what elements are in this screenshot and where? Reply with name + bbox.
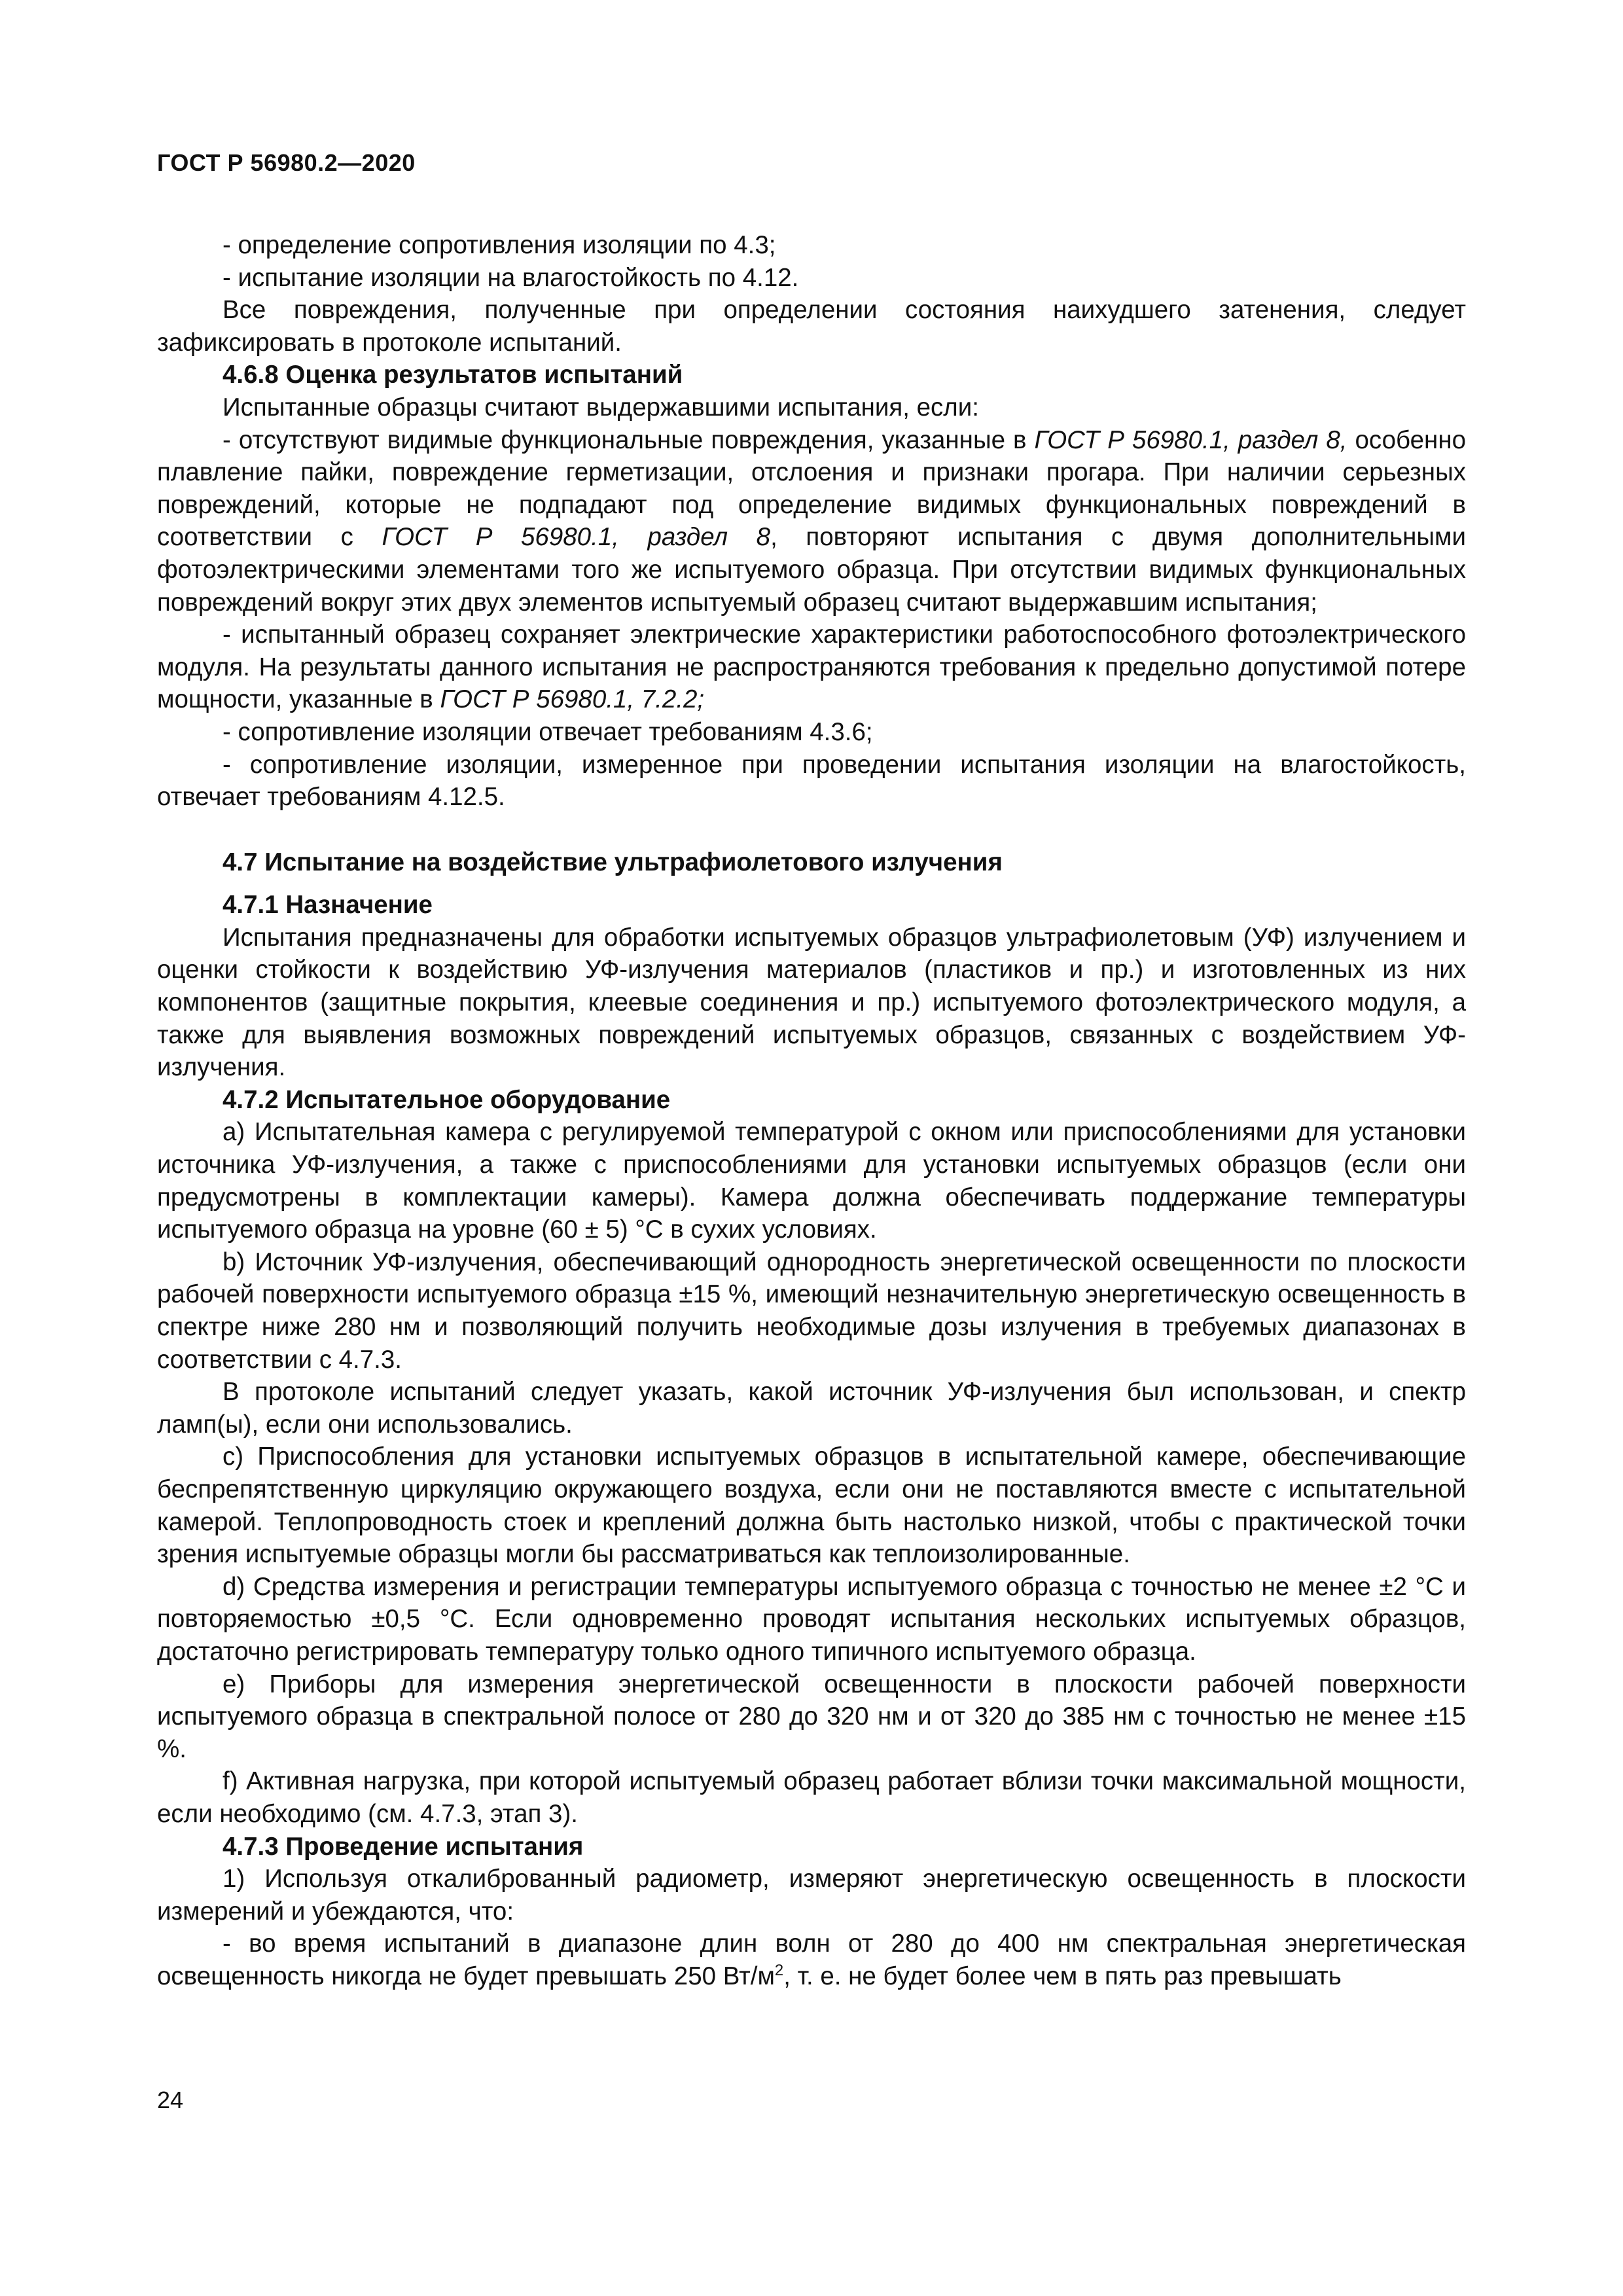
paragraph-item-a: a) Испытательная камера с регулируемой температурой с окном или приспособлениями для установки источника УФ-излучения, а также с приспособлениями для установки испытуемых образцов (если они предусмотрены в комплектации камеры). Камера должна обеспечивать поддержание температуры испытуемого образца на уровне (60 ± 5) °С в сухих условиях. [157, 1118, 1466, 1244]
section-heading-4-7-2: 4.7.2 Испытательное оборудование [223, 1085, 671, 1114]
standard-reference: ГОСТ Р 56980.1, раздел 8 [382, 523, 771, 552]
paragraph-item-e: e) Приборы для измерения энергетической освещенности в плоскости рабочей поверхности испытуемого образца в спектральной полосе от 280 до 320 нм и от 320 до 385 нм с точностью не менее ±15 %. [157, 1670, 1466, 1763]
paragraph-list-item: - испытание изоляции на влагостойкость по 4.12. [223, 263, 799, 292]
paragraph-text: , повторяют испытания с двумя дополнительными фотоэлектрическими элементами того же испытуемого образца. При отсутствии видимых функциональных повреждений вокруг этих двух элементов испытуемый образец считают выдержавшим испытания; [157, 523, 1466, 617]
section-spacer [157, 878, 1466, 889]
standard-reference: ГОСТ Р 56980.1, 7.2.2; [440, 685, 705, 714]
paragraph-text: - во время испытаний в диапазоне длин волн от 280 до 400 нм спектральная энергетическая освещенность никогда не будет превышать 250 Вт/м [157, 1929, 1466, 1990]
paragraph: В протоколе испытаний следует указать, какой источник УФ-излучения был использован, и спектр ламп(ы), если они использовались. [157, 1378, 1466, 1439]
section-heading-4-7: 4.7 Испытание на воздействие ультрафиолетового излучения [223, 848, 1003, 876]
standard-reference: ГОСТ Р 56980.1, раздел 8, [1034, 425, 1347, 454]
paragraph: 1) Используя откалиброванный радиометр, измеряют энергетическую освещенность в плоскости измерений и убеждаются, что: [157, 1865, 1466, 1926]
paragraph-item-d: d) Средства измерения и регистрации температуры испытуемого образца с точностью не менее ±2 °С и повторяемостью ±0,5 °С. Если одновременно проводят испытания нескольких испытуемых образцов, достаточно регистрировать температуру только одного типичного испытуемого образца. [157, 1572, 1466, 1666]
paragraph-list-item [157, 1928, 1466, 1992]
paragraph-text: особенно плавление пайки, повреждение герметизации, отслоения и признаки прогара. При наличии серьезных повреждений, которые не подпадают под определение видимых функциональных повреждений в соответствии с [157, 425, 1466, 552]
paragraph-text: - испытанный образец сохраняет электрические характеристики работоспособного фотоэлектрического модуля. На результаты данного испытания не распространяются требования к предельно допустимой потере мощности, указанные в [157, 620, 1466, 714]
paragraph: Испытания предназначены для обработки испытуемых образцов ультрафиолетовым (УФ) излучением и оценки стойкости к воздействию УФ-излучения материалов (пластиков и пр.) и изготовленных из них компонентов (защитные покрытия, клеевые соединения и пр.) испытуемого фотоэлектрического модуля, а также для выявления возможных повреждений испытуемых образцов, связанных с воздействием УФ-излучения. [157, 923, 1466, 1082]
paragraph-list-item: - сопротивление изоляции, измеренное при проведении испытания изоляции на влагостойкость, отвечает требованиям 4.12.5. [157, 750, 1466, 812]
page-number: 24 [157, 2087, 184, 2113]
paragraph-text: - отсутствуют видимые функциональные повреждения, указанные в [223, 425, 1035, 454]
paragraph-item-b: b) Источник УФ-излучения, обеспечивающий однородность энергетической освещенности по плоскости рабочей поверхности испытуемого образца ±15 %, имеющий незначительную энергетическую освещенность в спектре ниже 280 нм и позволяющий получить необходимые дозы излучения в требуемых диапазонах в соответствии с 4.7.3. [157, 1247, 1466, 1374]
document-header: ГОСТ Р 56980.2—2020 [157, 149, 416, 176]
paragraph-text: , т. е. не будет более чем в пять раз превышать [783, 1962, 1342, 1990]
section-heading-4-7-3: 4.7.3 Проведение испытания [223, 1832, 584, 1861]
section-spacer [157, 814, 1466, 846]
paragraph-item-f: f) Активная нагрузка, при которой испытуемый образец работает вблизи точки максимальной мощности, если необходимо (см. 4.7.3, этап 3). [157, 1767, 1466, 1828]
paragraph-item-c: c) Приспособления для установки испытуемых образцов в испытательной камере, обеспечивающие беспрепятственную циркуляцию окружающего воздуха, если они не поставляются вместе с испытательной камерой. Теплопроводность стоек и креплений должна быть настолько низкой, чтобы с практической точки зрения испытуемые образцы могли бы рассматриваться как теплоизолированные. [157, 1443, 1466, 1569]
superscript: 2 [774, 1962, 784, 1980]
paragraph-list-item: - сопротивление изоляции отвечает требованиям 4.3.6; [223, 717, 873, 746]
paragraph: Испытанные образцы считают выдержавшими испытания, если: [223, 393, 979, 422]
paragraph-list-item [157, 619, 1466, 716]
paragraph: Все повреждения, полученные при определении состояния наихудшего затенения, следует зафиксировать в протоколе испытаний. [157, 296, 1466, 357]
paragraph-list-item: - определение сопротивления изоляции по 4.3; [223, 231, 776, 259]
section-heading-4-6-8: 4.6.8 Оценка результатов испытаний [223, 361, 683, 389]
paragraph-list-item [157, 424, 1466, 619]
section-heading-4-7-1: 4.7.1 Назначение [223, 891, 433, 920]
document-body [157, 229, 1466, 1992]
